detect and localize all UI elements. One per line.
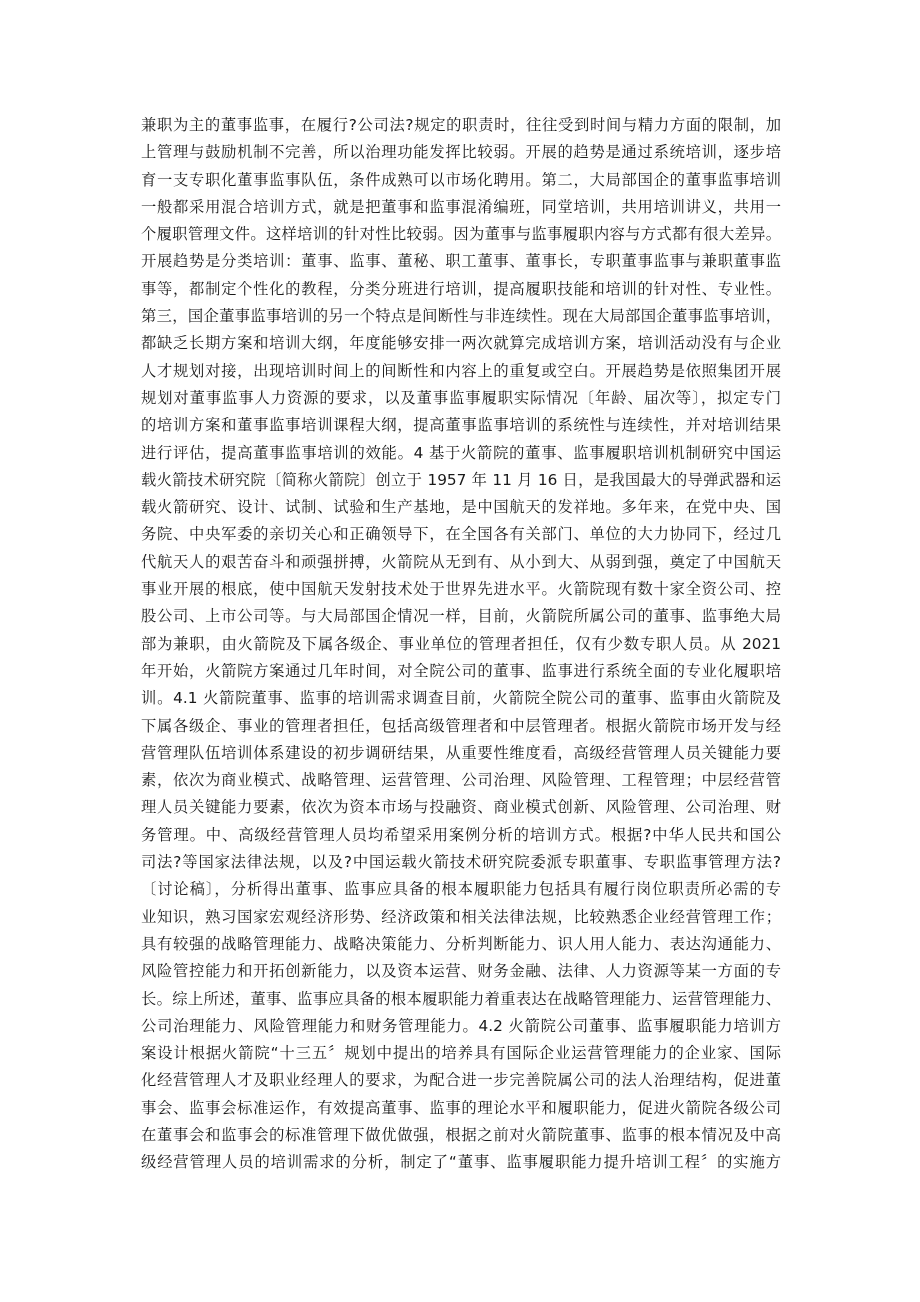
text-line: 化经营管理人才及职业经理人的要求，为配合进一步完善院属公司的法人治理结构，促进董 — [141, 1071, 781, 1090]
body-text — [141, 112, 781, 1177]
text-line: 一般都采用混合培训方式，就是把董事和监事混淆编班，同堂培训，共用培训讲义，共用一 — [141, 197, 781, 216]
text-line: 事等，都制定个性化的教程，分类分班进行培训，提高履职技能和培训的针对性、专业性。 — [141, 279, 781, 298]
text-line: 代航天人的艰苦奋斗和顽强拼搏，火箭院从无到有、从小到大、从弱到强，奠定了中国航天 — [141, 552, 781, 571]
text-line: 的培训方案和董事监事培训课程大纲，提高董事监事培训的系统性与连续性，并对培训结果 — [141, 416, 781, 435]
text-line: 公司治理能力、风险管理能力和财务管理能力。4.2 火箭院公司董事、监事履职能力培训方 — [141, 1016, 781, 1035]
text-line: 个履职管理文件。这样培训的针对性比较弱。因为董事与监事履职内容与方式都有很大差异。 — [141, 225, 781, 244]
text-line: 司法?等国家法律法规，以及?中国运载火箭技术研究院委派专职董事、专职监事管理方法? — [141, 853, 781, 872]
text-line: 人才规划对接，出现培训时间上的间断性和内容上的重复或空白。开展趋势是依照集团开展 — [141, 361, 781, 380]
text-line: 第三，国企董事监事培训的另一个特点是间断性与非连续性。现在大局部国企董事监事培训， — [141, 307, 781, 326]
text-line: 规划对董事监事人力资源的要求，以及董事监事履职实际情况〔年龄、届次等〕，拟定专门 — [141, 388, 781, 407]
text-line: 务院、中央军委的亲切关心和正确领导下，在全国各有关部门、单位的大力协同下，经过几 — [141, 525, 781, 544]
text-line: 上管理与鼓励机制不完善，所以治理功能发挥比较弱。开展的趋势是通过系统培训，逐步培 — [141, 143, 781, 162]
text-line: 开展趋势是分类培训：董事、监事、董秘、职工董事、董事长，专职董事监事与兼职董事监 — [141, 252, 781, 271]
text-line: 都缺乏长期方案和培训大纲，年度能够安排一两次就算完成培训方案，培训活动没有与企业 — [141, 334, 781, 353]
text-line: 下属各级企、事业的管理者担任，包括高级管理者和中层管理者。根据火箭院市场开发与经 — [141, 716, 781, 735]
text-line: 部为兼职，由火箭院及下属各级企、事业单位的管理者担任，仅有少数专职人员。从 2021 — [141, 634, 781, 653]
text-line: 进行评估，提高董事监事培训的效能。4 基于火箭院的董事、监事履职培训机制研究中国运 — [141, 443, 781, 462]
text-line: 育一支专职化董事监事队伍，条件成熟可以市场化聘用。第二，大局部国企的董事监事培训 — [141, 170, 781, 189]
text-line: 理人员关键能力要素，依次为资本市场与投融资、商业模式创新、风险管理、公司治理、财 — [141, 798, 781, 817]
text-line: 事业开展的根底，使中国航天发射技术处于世界先进水平。火箭院现有数十家全资公司、控 — [141, 580, 781, 599]
text-line: 务管理。中、高级经营管理人员均希望采用案例分析的培训方式。根据?中华人民共和国公 — [141, 825, 781, 844]
text-line: 案设计根据火箭院“十三五〞规划中提出的培养具有国际企业运营管理能力的企业家、国际 — [141, 1044, 781, 1063]
text-line: 营管理队伍培训体系建设的初步调研结果，从重要性维度看，高级经营管理人员关键能力要 — [141, 743, 781, 762]
text-line: 训。4.1 火箭院董事、监事的培训需求调查目前，火箭院全院公司的董事、监事由火箭院及 — [141, 689, 781, 708]
text-line: 载火箭技术研究院〔简称火箭院〕创立于 1957 年 11 月 16 日，是我国最大的导弹武器和运 — [141, 470, 781, 489]
text-line: 载火箭研究、设计、试制、试验和生产基地，是中国航天的发祥地。多年来，在党中央、国 — [141, 498, 781, 517]
text-line: 具有较强的战略管理能力、战略决策能力、分析判断能力、识人用人能力、表达沟通能力、 — [141, 934, 781, 953]
text-line: 股公司、上市公司等。与大局部国企情况一样，目前，火箭院所属公司的董事、监事绝大局 — [141, 607, 781, 626]
text-line: 在董事会和监事会的标准管理下做优做强，根据之前对火箭院董事、监事的根本情况及中高 — [141, 1125, 781, 1144]
text-line: 事会、监事会标准运作，有效提高董事、监事的理论水平和履职能力，促进火箭院各级公司 — [141, 1098, 781, 1117]
text-line: 风险管控能力和开拓创新能力，以及资本运营、财务金融、法律、人力资源等某一方面的专 — [141, 962, 781, 981]
text-line: 长。综上所述，董事、监事应具备的根本履职能力着重表达在战略管理能力、运营管理能力、 — [141, 989, 781, 1008]
text-line: 年开始，火箭院方案通过几年时间，对全院公司的董事、监事进行系统全面的专业化履职培 — [141, 661, 781, 680]
text-line: 业知识，熟习国家宏观经济形势、经济政策和相关法律法规，比较熟悉企业经营管理工作； — [141, 907, 781, 926]
text-line: 素，依次为商业模式、战略管理、运营管理、公司治理、风险管理、工程管理；中层经营管 — [141, 771, 781, 790]
text-line: 级经营管理人员的培训需求的分析，制定了“董事、监事履职能力提升培训工程〞的实施方 — [141, 1153, 781, 1172]
text-line: 兼职为主的董事监事，在履行?公司法?规定的职责时，往往受到时间与精力方面的限制，加 — [141, 116, 781, 134]
text-line: 〔讨论稿〕，分析得出董事、监事应具备的根本履职能力包括具有履行岗位职责所必需的专 — [141, 880, 781, 899]
